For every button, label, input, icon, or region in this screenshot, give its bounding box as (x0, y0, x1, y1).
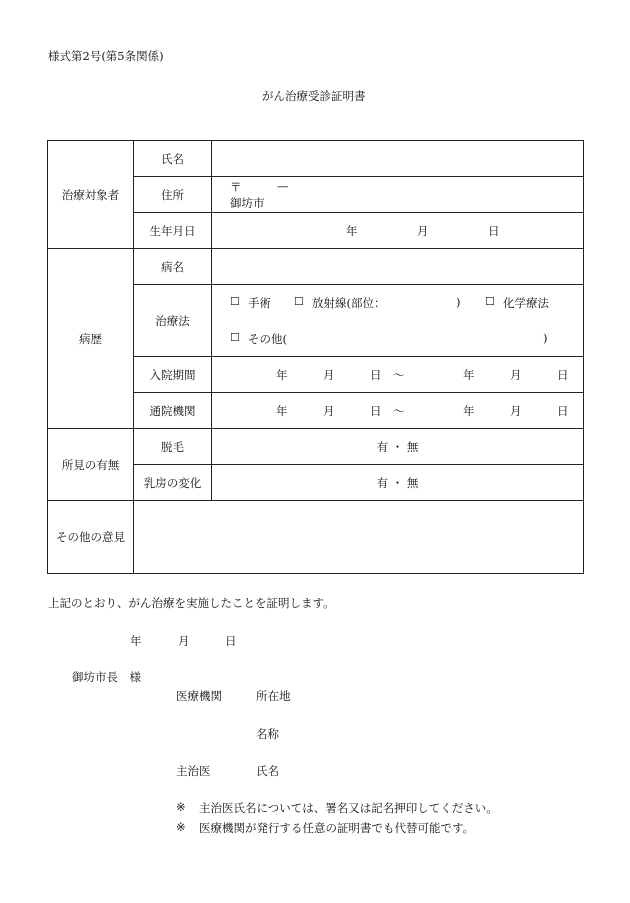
note-1-text: 主治医氏名については、署名又は記名押印してください。 (199, 801, 498, 815)
inpatient-end-year: 年 (463, 368, 475, 382)
outpatient-end-year: 年 (463, 404, 475, 418)
other-opinion-field[interactable] (134, 501, 584, 574)
radiation-label: 放射線(部位： (312, 296, 386, 310)
row-other-opinion (48, 501, 584, 574)
inpatient-start-day: 日 (370, 368, 382, 382)
row-hair-loss (48, 429, 584, 465)
treatment-label: 治療法 (134, 285, 212, 357)
location-label: 所在地 (256, 689, 291, 703)
note-2-text: 医療機関が発行する任意の証明書でも代替可能です。 (199, 821, 475, 835)
certification-statement: 上記のとおり、がん治療を実施したことを証明します。 (48, 596, 335, 610)
doctor-label: 主治医 (176, 764, 211, 778)
birthdate-label: 生年月日 (134, 213, 212, 249)
findings-group-label: 所見の有無 (48, 429, 134, 501)
birth-day-unit: 日 (488, 224, 500, 238)
birth-month-unit: 月 (417, 224, 429, 238)
disease-label: 病名 (134, 249, 212, 285)
name-label: 氏名 (134, 141, 212, 177)
row-disease (48, 249, 584, 285)
birthdate-field[interactable] (212, 213, 584, 249)
outpatient-end-month: 月 (510, 404, 522, 418)
outpatient-start-year: 年 (276, 404, 288, 418)
inpatient-start-year: 年 (276, 368, 288, 382)
issue-year-unit: 年 (130, 634, 142, 648)
inpatient-label: 入院期間 (134, 357, 212, 393)
chemo-checkbox[interactable]: ☐ (485, 295, 495, 308)
surgery-checkbox[interactable]: ☐ (230, 295, 240, 308)
institution-label: 医療機関 (176, 689, 222, 703)
inpatient-tilde: ～ (393, 368, 405, 382)
institution-name-label: 名称 (256, 727, 279, 741)
radiation-checkbox[interactable]: ☐ (294, 295, 304, 308)
inpatient-period-field[interactable] (212, 357, 584, 393)
other-opinion-label: その他の意見 (48, 501, 134, 574)
breast-change-yes-no[interactable]: 有 ・ 無 (212, 465, 584, 501)
inpatient-end-month: 月 (510, 368, 522, 382)
note-1-mark: ※ (176, 800, 186, 814)
other-checkbox[interactable]: ☐ (230, 331, 240, 344)
outpatient-start-day: 日 (370, 404, 382, 418)
outpatient-end-day: 日 (557, 404, 569, 418)
form-number: 様式第2号(第5条関係) (48, 49, 164, 63)
other-close-paren: ) (543, 331, 548, 345)
addressee: 御坊市長 様 (72, 670, 141, 684)
outpatient-period-field[interactable] (212, 393, 584, 429)
postal-mark: 〒 (230, 180, 242, 194)
document-title: がん治療受診証明書 (262, 89, 366, 103)
treatment-options (212, 285, 584, 357)
city-text: 御坊市 (230, 196, 265, 210)
row-name (48, 141, 584, 177)
hair-loss-yes-no[interactable]: 有 ・ 無 (212, 429, 584, 465)
note-2-mark: ※ (176, 820, 186, 834)
inpatient-start-month: 月 (323, 368, 335, 382)
other-label: その他( (248, 332, 287, 346)
breast-change-label: 乳房の変化 (134, 465, 212, 501)
disease-field[interactable] (212, 249, 584, 285)
name-field[interactable] (212, 141, 584, 177)
issue-month-unit: 月 (178, 634, 190, 648)
radiation-close-paren: ) (456, 295, 461, 309)
inpatient-end-day: 日 (557, 368, 569, 382)
certificate-table (47, 140, 584, 574)
outpatient-start-month: 月 (323, 404, 335, 418)
address-label: 住所 (134, 177, 212, 213)
surgery-label: 手術 (248, 296, 271, 310)
birth-year-unit: 年 (346, 224, 358, 238)
doctor-name-label: 氏名 (256, 764, 279, 778)
postal-dash: — (277, 179, 289, 193)
history-group-label: 病歴 (48, 249, 134, 429)
address-field[interactable] (212, 177, 584, 213)
outpatient-tilde: ～ (393, 404, 405, 418)
hair-loss-label: 脱毛 (134, 429, 212, 465)
outpatient-label: 通院機関 (134, 393, 212, 429)
chemo-label: 化学療法 (503, 296, 549, 310)
issue-day-unit: 日 (225, 634, 237, 648)
patient-group-label: 治療対象者 (48, 141, 134, 249)
